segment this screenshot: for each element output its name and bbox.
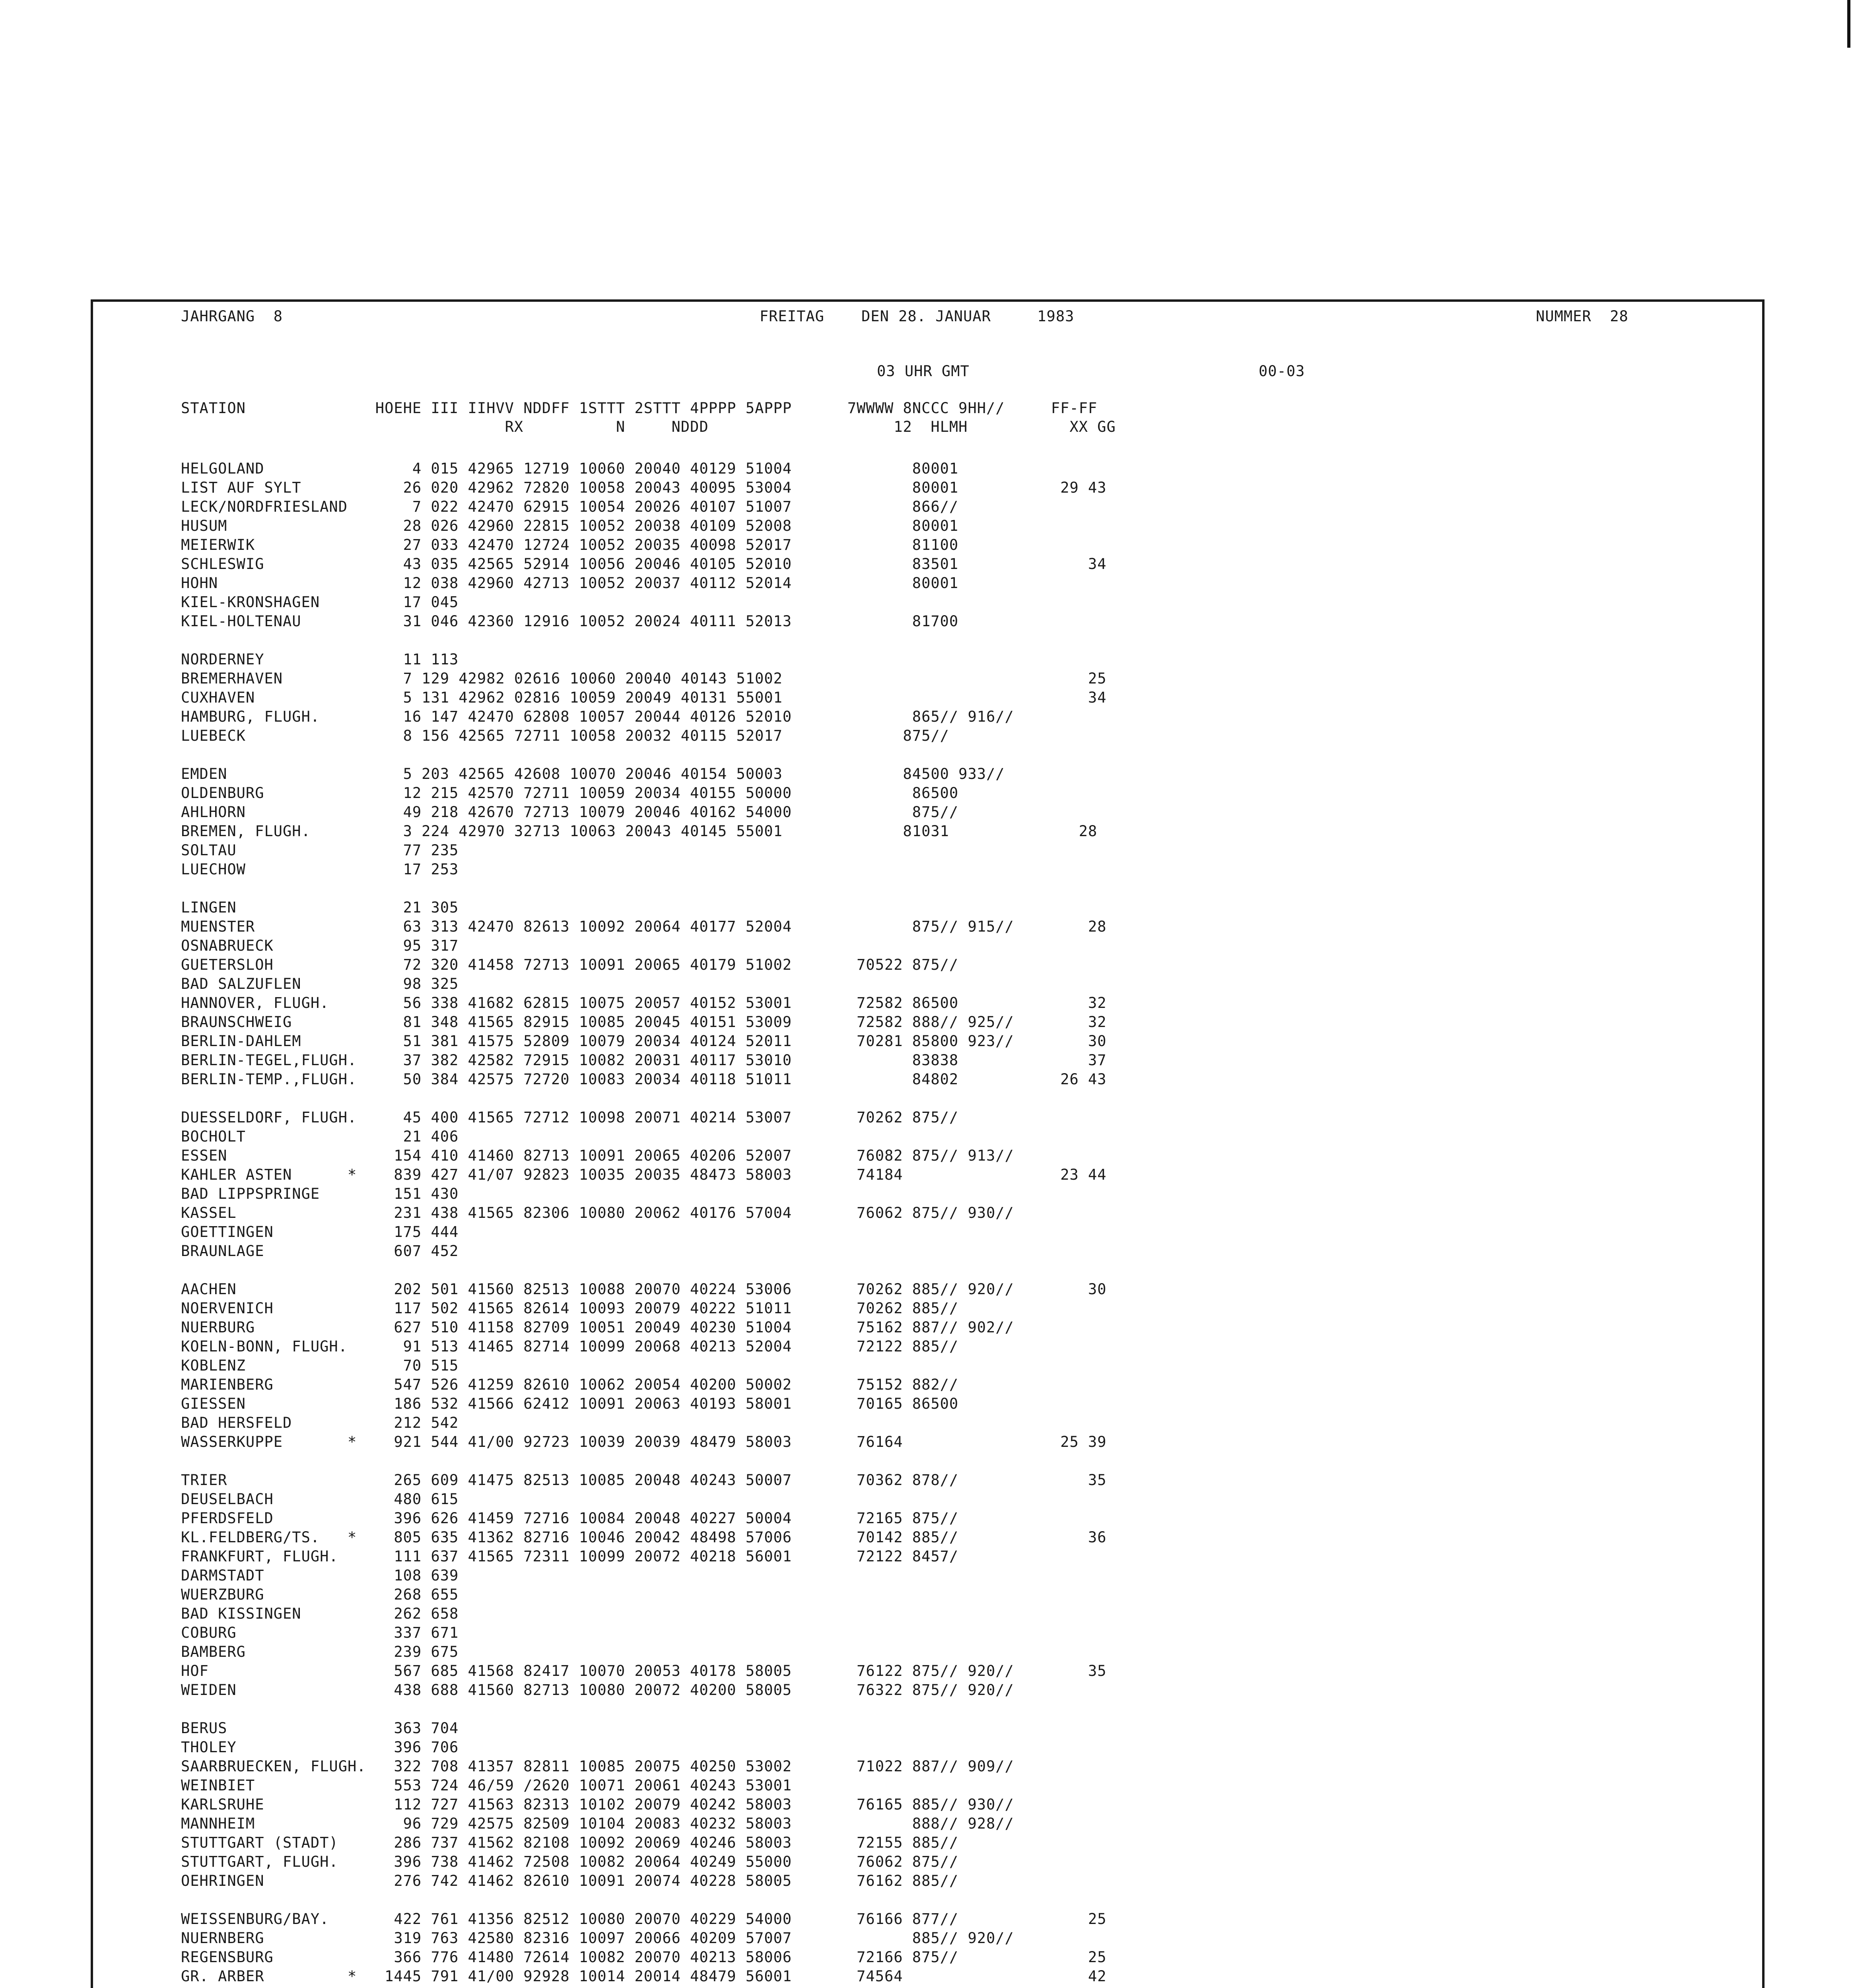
scan-edge-mark xyxy=(1847,0,1850,48)
station-row: LECK/NORDFRIESLAND 7 022 42470 62915 10054 20026 40107 51007 866// xyxy=(181,498,959,515)
station-row: COBURG 337 671 xyxy=(181,1624,459,1641)
column-header-line-1: STATION HOEHE III IIHVV NDDFF 1STTT 2STTT 4PPPP 5APPP 7WWWW 8NCCC 9HH// FF-FF xyxy=(181,400,1098,417)
station-row: BOCHOLT 21 406 xyxy=(181,1128,459,1145)
station-row: BAD KISSINGEN 262 658 xyxy=(181,1605,459,1622)
group-separator xyxy=(181,1891,1107,1910)
station-row: LINGEN 21 305 xyxy=(181,899,459,916)
station-row: OSNABRUECK 95 317 xyxy=(181,937,459,954)
station-row: BAD LIPPSPRINGE 151 430 xyxy=(181,1185,459,1202)
station-row: BERLIN-TEGEL,FLUGH. 37 382 42582 72915 10082 20031 40117 53010 83838 37 xyxy=(181,1052,1107,1069)
station-row: AHLHORN 49 218 42670 72713 10079 20046 40162 54000 875// xyxy=(181,804,959,821)
volume-label: JAHRGANG 8 xyxy=(181,308,283,325)
station-row: NORDERNEY 11 113 xyxy=(181,651,459,668)
station-row: BERLIN-DAHLEM 51 381 41575 52809 10079 20034 40124 52011 70281 85800 923// 30 xyxy=(181,1033,1107,1050)
station-row: WEINBIET 553 724 46/59 /2620 10071 20061 40243 53001 xyxy=(181,1777,792,1794)
station-row: STUTTGART, FLUGH. 396 738 41462 72508 10082 20064 40249 55000 76062 875// xyxy=(181,1853,959,1870)
station-row: BERLIN-TEMP.,FLUGH. 50 384 42575 72720 10083 20034 40118 51011 84802 26 43 xyxy=(181,1071,1107,1088)
station-row: EMDEN 5 203 42565 42608 10070 20046 40154 50003 84500 933// xyxy=(181,765,1005,782)
station-row: LUECHOW 17 253 xyxy=(181,861,459,878)
station-row: CUXHAVEN 5 131 42962 02816 10059 20049 40131 55001 34 xyxy=(181,689,1107,706)
group-separator xyxy=(181,1089,1107,1108)
station-row: BAD SALZUFLEN 98 325 xyxy=(181,975,459,992)
station-row: WEIDEN 438 688 41560 82713 10080 20072 40200 58005 76322 875// 920// xyxy=(181,1681,1014,1699)
station-row: REGENSBURG 366 776 41480 72614 10082 20070 40213 58006 72166 875// 25 xyxy=(181,1949,1107,1966)
station-row: HAMBURG, FLUGH. 16 147 42470 62808 10057 20044 40126 52010 865// 916// xyxy=(181,708,1014,725)
group-separator xyxy=(181,1986,1107,1988)
date-line: FREITAG DEN 28. JANUAR 1983 xyxy=(760,308,1075,325)
station-row: BAMBERG 239 675 xyxy=(181,1643,459,1660)
issue-number: NUMMER 28 xyxy=(1536,308,1629,325)
station-row: STUTTGART (STADT) 286 737 41562 82108 10092 20069 40246 58003 72155 885// xyxy=(181,1834,959,1851)
station-row: BRAUNLAGE 607 452 xyxy=(181,1242,459,1260)
station-row: WASSERKUPPE * 921 544 41/00 92723 10039 20039 48479 58003 76164 25 39 xyxy=(181,1433,1107,1450)
station-row: BREMERHAVEN 7 129 42982 02616 10060 20040 40143 51002 25 xyxy=(181,670,1107,687)
station-row: SCHLESWIG 43 035 42565 52914 10056 20046 40105 52010 83501 34 xyxy=(181,555,1107,573)
station-row: FRANKFURT, FLUGH. 111 637 41565 72311 10099 20072 40218 56001 72122 8457/ xyxy=(181,1548,959,1565)
group-separator xyxy=(181,746,1107,765)
station-row: HELGOLAND 4 015 42965 12719 10060 20040 40129 51004 80001 xyxy=(181,460,959,477)
station-row: MUENSTER 63 313 42470 82613 10092 20064 40177 52004 875// 915// 28 xyxy=(181,918,1107,935)
station-row: NUERNBERG 319 763 42580 82316 10097 20066 40209 57007 885// 920// xyxy=(181,1930,1014,1947)
station-table xyxy=(181,459,1107,1988)
station-row: PFERDSFELD 396 626 41459 72716 10084 20048 40227 50004 72165 875// xyxy=(181,1510,959,1527)
station-row: MANNHEIM 96 729 42575 82509 10104 20083 40232 58003 888// 928// xyxy=(181,1815,1014,1832)
station-row: KAHLER ASTEN * 839 427 41/07 92823 10035 20035 48473 58003 74184 23 44 xyxy=(181,1166,1107,1183)
group-separator xyxy=(181,1261,1107,1280)
group-separator xyxy=(181,879,1107,898)
period-label: 00-03 xyxy=(1259,363,1305,380)
station-row: KIEL-KRONSHAGEN 17 045 xyxy=(181,594,459,611)
station-row: LIST AUF SYLT 26 020 42962 72820 10058 20043 40095 53004 80001 29 43 xyxy=(181,479,1107,496)
station-row: MEIERWIK 27 033 42470 12724 10052 20035 40098 52017 81100 xyxy=(181,536,959,553)
station-row: BAD HERSFELD 212 542 xyxy=(181,1414,459,1431)
station-row: SOLTAU 77 235 xyxy=(181,842,459,859)
station-row: KIEL-HOLTENAU 31 046 42360 12916 10052 20024 40111 52013 81700 xyxy=(181,613,959,630)
station-row: DARMSTADT 108 639 xyxy=(181,1567,459,1584)
column-header-line-2: RX N NDDD 12 HLMH XX GG xyxy=(181,418,1116,435)
station-row: TRIER 265 609 41475 82513 10085 20048 40243 50007 70362 878// 35 xyxy=(181,1472,1107,1489)
station-row: AACHEN 202 501 41560 82513 10088 20070 40224 53006 70262 885// 920// 30 xyxy=(181,1281,1107,1298)
station-row: DEUSELBACH 480 615 xyxy=(181,1491,459,1508)
station-row: GUETERSLOH 72 320 41458 72713 10091 20065 40179 51002 70522 875// xyxy=(181,956,959,973)
station-row: MARIENBERG 547 526 41259 82610 10062 20054 40200 50002 75152 882// xyxy=(181,1376,959,1393)
station-row: HUSUM 28 026 42960 22815 10052 20038 40109 52008 80001 xyxy=(181,517,959,534)
station-row: BREMEN, FLUGH. 3 224 42970 32713 10063 20043 40145 55001 81031 28 xyxy=(181,823,1098,840)
station-row: GIESSEN 186 532 41566 62412 10091 20063 40193 58001 70165 86500 xyxy=(181,1395,959,1412)
station-row: HOHN 12 038 42960 42713 10052 20037 40112 52014 80001 xyxy=(181,575,959,592)
station-row: KOBLENZ 70 515 xyxy=(181,1357,459,1374)
station-row: THOLEY 396 706 xyxy=(181,1739,459,1756)
group-separator xyxy=(181,1452,1107,1471)
station-row: OEHRINGEN 276 742 41462 82610 10091 20074 40228 58005 76162 885// xyxy=(181,1872,959,1889)
station-row: BRAUNSCHWEIG 81 348 41565 82915 10085 20045 40151 53009 72582 888// 925// 32 xyxy=(181,1013,1107,1031)
station-row: DUESSELDORF, FLUGH. 45 400 41565 72712 10098 20071 40214 53007 70262 875// xyxy=(181,1109,959,1126)
station-row: ESSEN 154 410 41460 82713 10091 20065 40206 52007 76082 875// 913// xyxy=(181,1147,1014,1164)
station-row: OLDENBURG 12 215 42570 72711 10059 20034 40155 50000 86500 xyxy=(181,784,959,802)
station-row: HANNOVER, FLUGH. 56 338 41682 62815 10075 20057 40152 53001 72582 86500 32 xyxy=(181,994,1107,1011)
station-row: BERUS 363 704 xyxy=(181,1720,459,1737)
station-row: KARLSRUHE 112 727 41563 82313 10102 20079 40242 58003 76165 885// 930// xyxy=(181,1796,1014,1813)
station-row: NUERBURG 627 510 41158 82709 10051 20049 40230 51004 75162 887// 902// xyxy=(181,1319,1014,1336)
observation-time: 03 UHR GMT xyxy=(877,363,970,380)
group-separator xyxy=(181,631,1107,650)
station-row: GR. ARBER * 1445 791 41/00 92928 10014 20014 48479 56001 74564 42 xyxy=(181,1968,1107,1985)
station-row: KOELN-BONN, FLUGH. 91 513 41465 82714 10099 20068 40213 52004 72122 885// xyxy=(181,1338,959,1355)
station-row: WEISSENBURG/BAY. 422 761 41356 82512 10080 20070 40229 54000 76166 877// 25 xyxy=(181,1910,1107,1928)
station-row: NOERVENICH 117 502 41565 82614 10093 20079 40222 51011 70262 885// xyxy=(181,1300,959,1317)
station-row: KASSEL 231 438 41565 82306 10080 20062 40176 57004 76062 875// 930// xyxy=(181,1204,1014,1221)
station-row: SAARBRUECKEN, FLUGH. 322 708 41357 82811 10085 20075 40250 53002 71022 887// 909// xyxy=(181,1758,1014,1775)
station-row: HOF 567 685 41568 82417 10070 20053 40178 58005 76122 875// 920// 35 xyxy=(181,1662,1107,1679)
station-row: LUEBECK 8 156 42565 72711 10058 20032 40115 52017 875// xyxy=(181,727,949,744)
station-row: GOETTINGEN 175 444 xyxy=(181,1223,459,1241)
group-separator xyxy=(181,1700,1107,1719)
station-row: WUERZBURG 268 655 xyxy=(181,1586,459,1603)
station-row: KL.FELDBERG/TS. * 805 635 41362 82716 10046 20042 48498 57006 70142 885// 36 xyxy=(181,1529,1107,1546)
